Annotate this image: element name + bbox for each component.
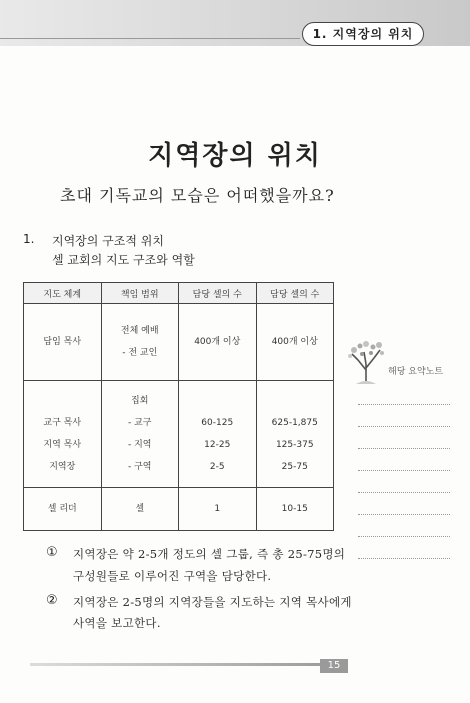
cell-text: 400개 이상 (194, 337, 241, 347)
table-header: 담당 셀의 수 (179, 283, 257, 304)
section-number: 1. (23, 232, 35, 246)
cell-text (257, 390, 334, 412)
table-cell (24, 304, 102, 381)
notes-aside (338, 336, 452, 576)
cell-text: 12-25 (204, 440, 231, 450)
cell-text: - 지역 (128, 440, 152, 450)
cell-text: 400개 이상 (271, 337, 318, 347)
section-title: 지역장의 구조적 위치 (52, 234, 164, 248)
table-header: 지도 체계 (24, 283, 102, 304)
cell-text: 담임 목사 (43, 337, 82, 347)
cell-text: 셀 (135, 504, 145, 514)
cell-text: - 구역 (128, 462, 152, 472)
cell-text: 60-125 (201, 418, 234, 428)
table-cell (179, 304, 257, 381)
table-row (24, 381, 334, 488)
table-cell (256, 488, 334, 531)
page-subtitle: 초대 기독교의 모습은 어떠했을까요? (60, 186, 335, 205)
cell-text: 1 (214, 504, 221, 514)
footnote-number: ① (46, 545, 58, 560)
cell-text: 지역장 (49, 462, 76, 472)
table-header-row (24, 283, 334, 304)
table-header: 책임 범위 (101, 283, 179, 304)
note-line (358, 404, 450, 405)
table-cell (101, 304, 179, 381)
cell-text (179, 390, 256, 412)
note-line (358, 492, 450, 493)
table-row (24, 488, 334, 531)
footnote-text: 지역장은 약 2-5개 정도의 셀 그룹, 즉 총 25-75명의 (73, 547, 346, 561)
cell-text: - 전 교인 (122, 348, 158, 358)
note-line (358, 470, 450, 471)
page-title: 지역장의 위치 (148, 141, 322, 171)
table-cell (179, 488, 257, 531)
note-line (358, 514, 450, 515)
leadership-table (23, 282, 334, 531)
table-cell (24, 488, 102, 531)
cell-text: 2-5 (209, 462, 225, 472)
cell-text: 교구 목사 (43, 418, 82, 428)
cell-text: - 교구 (128, 418, 152, 428)
table-cell (24, 381, 102, 488)
note-line (358, 536, 450, 537)
table-cell (101, 488, 179, 531)
footnote-text: 사역을 보고한다. (73, 616, 161, 630)
header-rule (0, 38, 300, 39)
table-cell (101, 381, 179, 488)
cell-text: 전체 예배 (120, 326, 159, 336)
footnote-text: 구성원들로 이루어진 구역을 담당한다. (73, 569, 272, 583)
section-subtitle: 셀 교회의 지도 구조와 역할 (52, 253, 195, 267)
notes-label: 해당 요약노트 (388, 367, 444, 377)
note-line (358, 426, 450, 427)
footnote-text: 지역장은 2-5명의 지역장들을 지도하는 지역 목사에게 (73, 595, 352, 609)
tree-icon (346, 338, 386, 386)
table-row (24, 304, 334, 381)
cell-text: 지역 목사 (43, 440, 82, 450)
note-line (358, 448, 450, 449)
table-cell (179, 381, 257, 488)
table-cell (256, 381, 334, 488)
cell-text: 125-375 (275, 440, 314, 450)
cell-text: 25-75 (281, 462, 308, 472)
cell-text: 10-15 (281, 504, 308, 514)
note-line (358, 558, 450, 559)
footer-rule (30, 663, 340, 666)
cell-text: 셀 리더 (47, 504, 77, 514)
section-tab: 1. 지역장의 위치 (302, 22, 424, 46)
table-cell (256, 304, 334, 381)
page-number: 15 (320, 659, 348, 673)
table-header: 담당 셀의 수 (256, 283, 334, 304)
footnote-number: ② (46, 593, 58, 608)
cell-text: 집회 (131, 396, 149, 406)
cell-text: 625-1,875 (271, 418, 318, 428)
cell-text (24, 390, 101, 412)
